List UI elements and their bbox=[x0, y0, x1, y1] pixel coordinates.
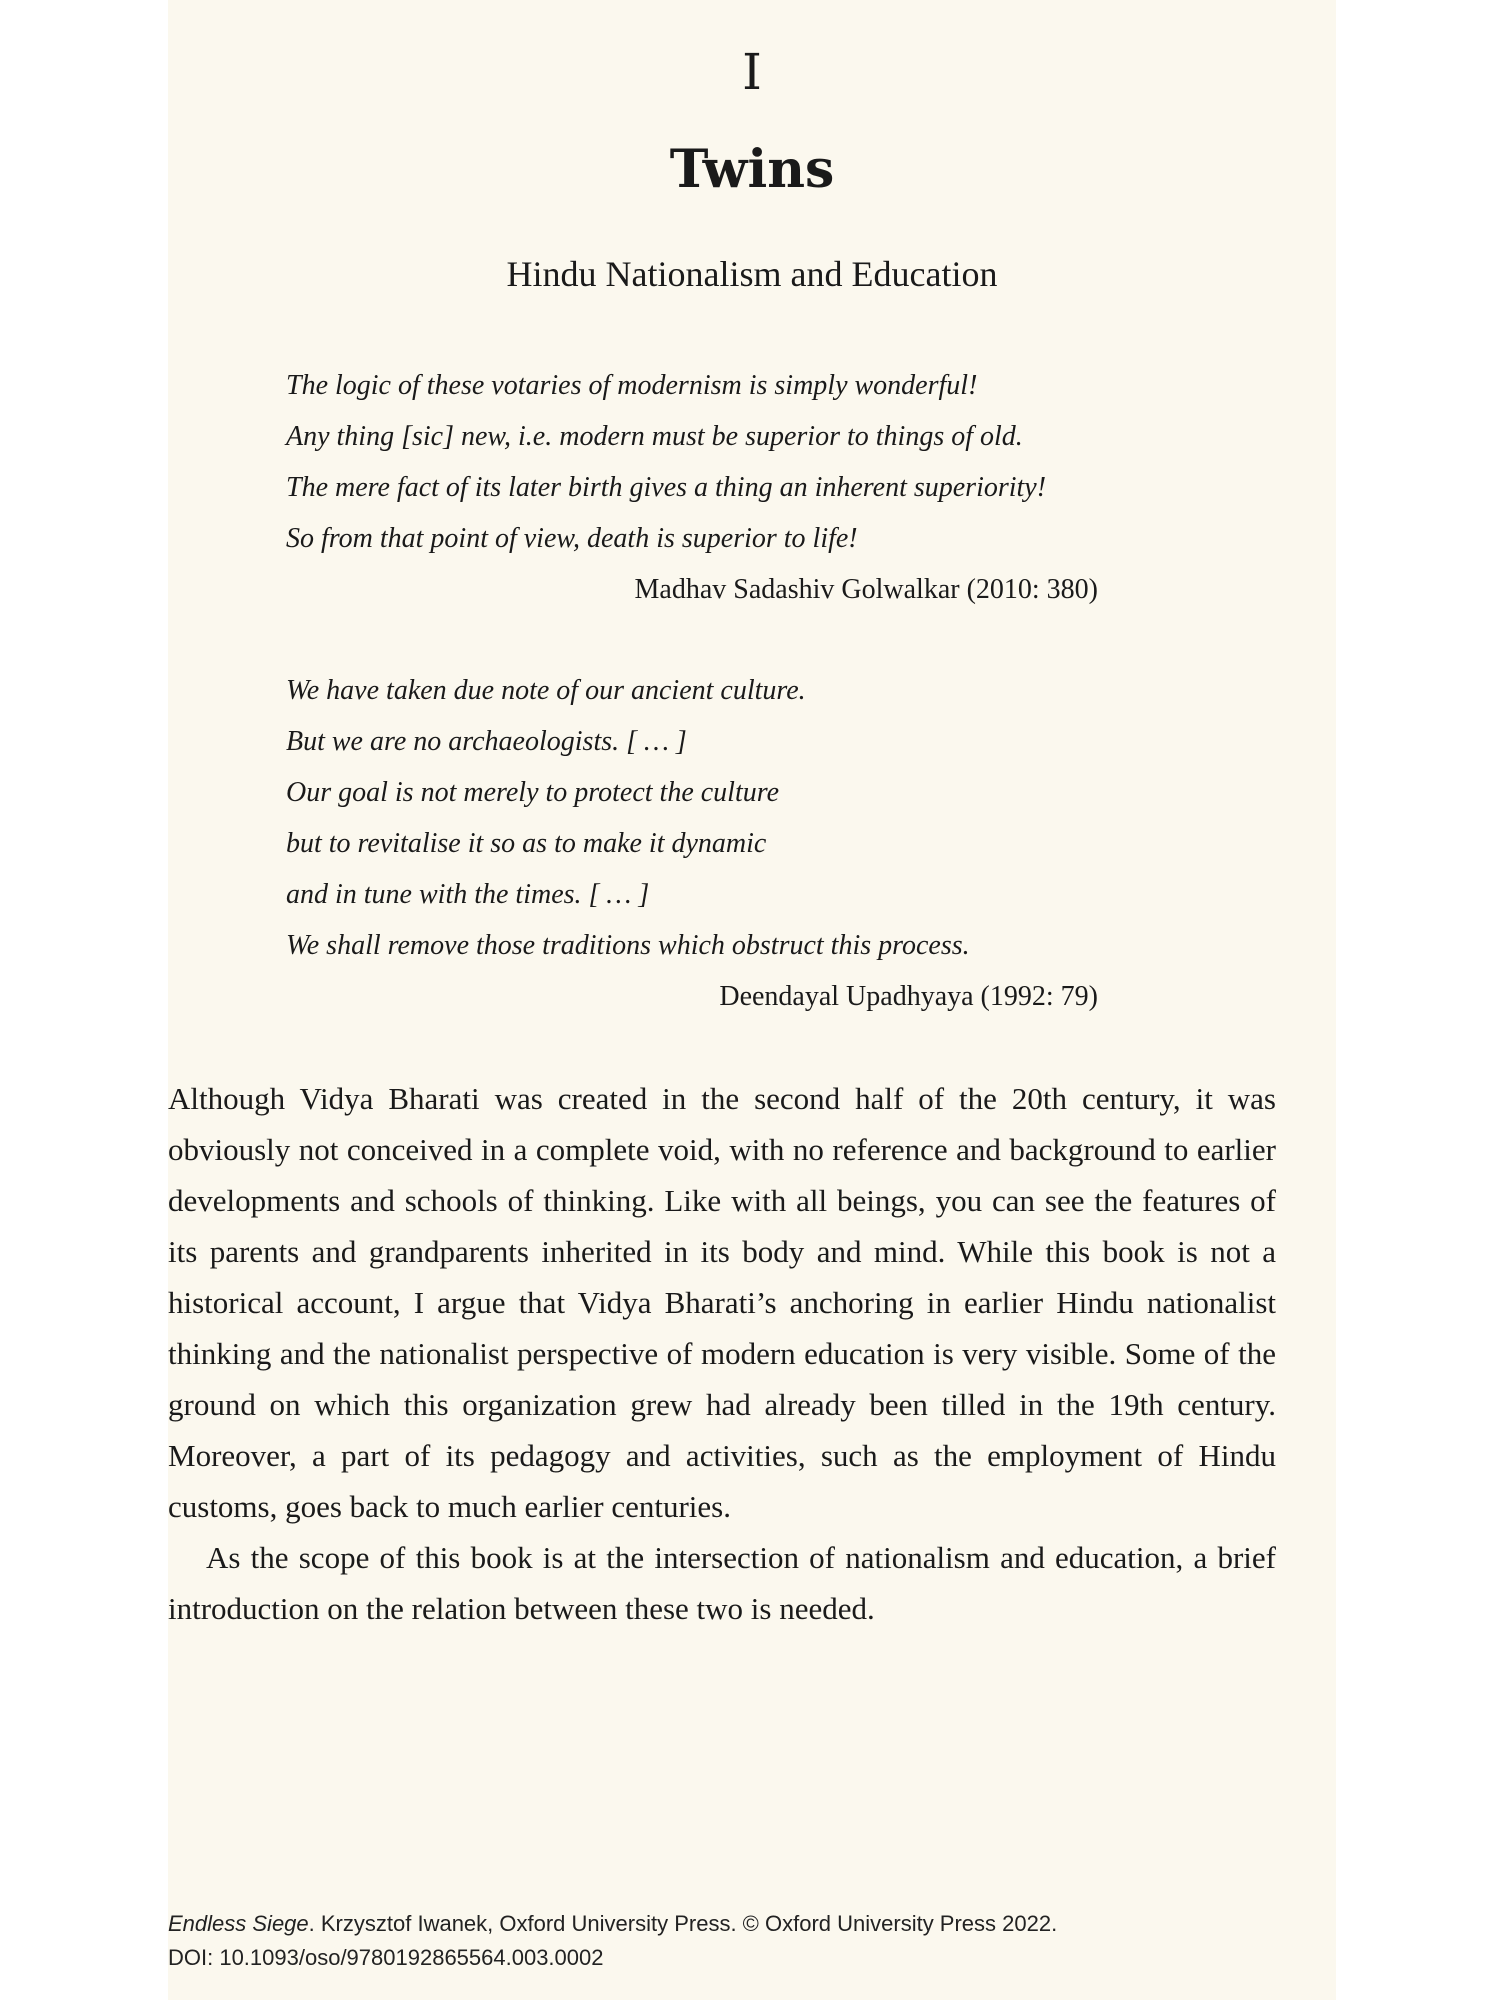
body-paragraph: As the scope of this book is at the intersection of nationalism and education, a brief introduction on the relation between these two is needed. bbox=[168, 1540, 1276, 1626]
chapter-subtitle: Hindu Nationalism and Education bbox=[506, 254, 998, 294]
chapter-title: Twins bbox=[669, 139, 835, 200]
epigraph-line: Our goal is not merely to protect the culture bbox=[286, 777, 780, 808]
body-paragraph: Although Vidya Bharati was created in the second half of the 20th century, it was obviously not conceived in a complete void, with no reference and background to earlier developments and schools of thinking. Like with all beings, you can see the features of its parents and grandparents inherited in its body and mind. While this book is not a historical account, I argue that Vidya Bharati’s anchoring in earlier Hindu nationalist thinking and the nationalist perspective of modern education is very visible. Some of the ground on which this organization grew had already been tilled in the 19th century. Moreover, a part of its pedagogy and activities, such as the employment of Hindu customs, goes back to much earlier centuries. bbox=[168, 1081, 1276, 1524]
epigraph-line: But we are no archaeologists. [ … ] bbox=[286, 726, 687, 757]
citation-line bbox=[168, 1907, 1057, 1941]
epigraph-upadhyaya bbox=[286, 665, 1098, 1022]
epigraph-line: We have taken due note of our ancient culture. bbox=[286, 675, 806, 706]
epigraph-attribution: Deendayal Upadhyaya (1992: 79) bbox=[719, 981, 1098, 1012]
epigraph-line: We shall remove those traditions which obstruct this process. bbox=[286, 930, 970, 961]
doi-line: DOI: 10.1093/oso/9780192865564.003.0002 bbox=[168, 1945, 604, 1970]
body-text bbox=[168, 1073, 1276, 1634]
citation-footer bbox=[168, 1907, 1057, 1975]
book-title: Endless Siege bbox=[168, 1911, 309, 1936]
epigraph-golwalkar bbox=[286, 360, 1098, 615]
epigraph-line: Any thing [sic] new, i.e. modern must be superior to things of old. bbox=[286, 421, 1023, 452]
epigraph-attribution: Madhav Sadashiv Golwalkar (2010: 380) bbox=[634, 574, 1098, 605]
epigraph-line: and in tune with the times. [ … ] bbox=[286, 879, 650, 910]
epigraph-line: The logic of these votaries of modernism is simply wonderful! bbox=[286, 370, 978, 401]
epigraph-line: The mere fact of its later birth gives a thing an inherent superiority! bbox=[286, 472, 1047, 503]
epigraph-line: but to revitalise it so as to make it dynamic bbox=[286, 828, 767, 859]
citation-text: . Krzysztof Iwanek, Oxford University Press. © Oxford University Press 2022. bbox=[308, 1911, 1058, 1936]
epigraph-line: So from that point of view, death is superior to life! bbox=[286, 523, 858, 554]
book-page bbox=[168, 0, 1336, 2000]
chapter-number: I bbox=[742, 43, 762, 101]
